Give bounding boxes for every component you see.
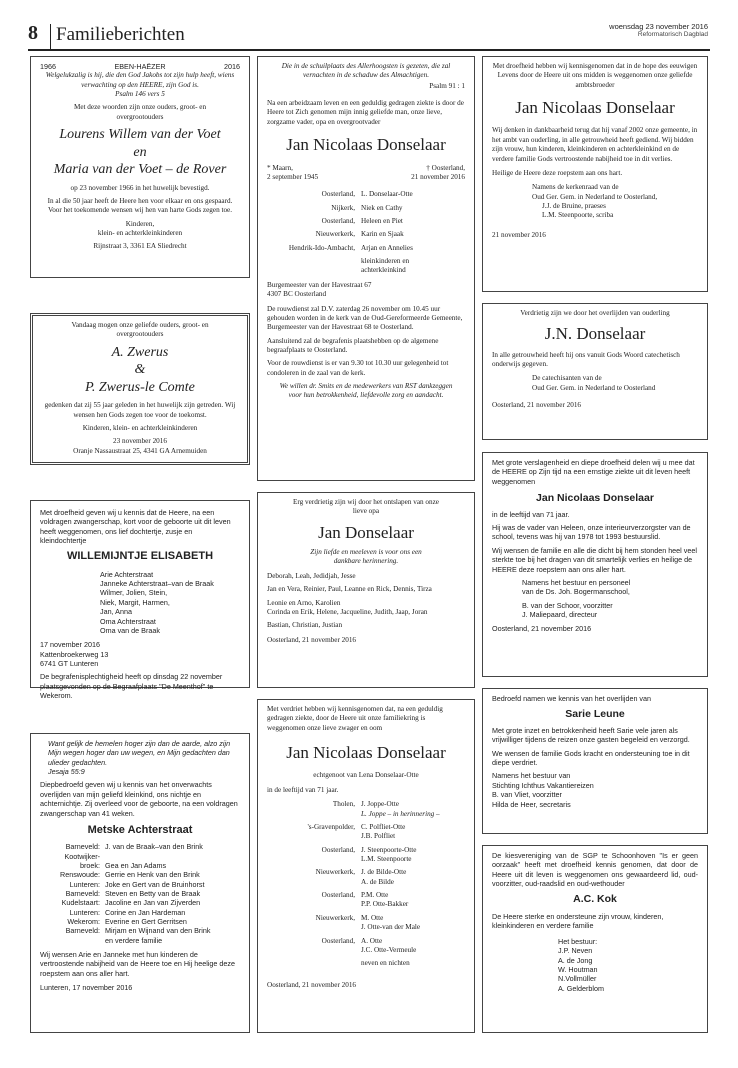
names: M. Otte xyxy=(361,913,384,922)
header-date: woensdag 23 november 2016 xyxy=(609,22,708,31)
sign-block xyxy=(492,771,698,808)
family-row xyxy=(40,917,240,926)
text-2: We wensen de familie Gods kracht en ondersteuning toe in dit diepe verdriet. xyxy=(492,748,690,768)
sign-line: Het bestuur: xyxy=(558,936,598,946)
family-line: Oma van de Braak xyxy=(100,625,160,635)
names: P.M. Otte xyxy=(361,891,389,900)
name-wife: P. Zwerus-le Comte xyxy=(85,379,195,395)
date: 21 november 2016 xyxy=(492,230,546,239)
names: Arjan en Annelies xyxy=(361,243,413,252)
sign-block xyxy=(492,937,698,993)
family-row xyxy=(267,878,465,887)
ad-head-row xyxy=(40,62,240,71)
age-text: in de leeftijd van 71 jaar. xyxy=(267,785,339,794)
verse-ref: Psalm 146 vers 5 xyxy=(115,90,165,99)
deceased-name: J.N. Donselaar xyxy=(544,324,646,344)
family-row xyxy=(40,908,240,917)
names: L. Joppe – in herinnering – xyxy=(361,809,440,818)
sign-line: W. Houtman xyxy=(558,964,598,974)
intro: Met deze woorden zijn onze ouders, groot- en overgrootouders xyxy=(73,103,207,121)
page-number: 8 xyxy=(28,22,38,44)
family-row xyxy=(267,959,465,968)
family-row xyxy=(40,842,240,851)
family-row xyxy=(40,926,240,935)
family-row xyxy=(267,914,465,923)
family-row xyxy=(267,244,465,253)
ad-death-donselaar-inlaws xyxy=(257,699,475,1033)
text-2: Wij wensen de familie en alle die dicht bij hem stonden heel veel sterkte toe bij het dragen van dit smartelijk verlies en heilige de HEERE deze roepstem aan ons aller hart. xyxy=(492,545,697,574)
names: Gerrie en Henk van den Brink xyxy=(105,870,200,880)
names: J. de Bilde-Otte xyxy=(361,868,407,877)
ad-anniversary-zwerus xyxy=(30,313,250,465)
names: J. van de Braak–van den Brink xyxy=(105,842,203,852)
intro: Erg verdrietig zijn wij door het ontslapen van onze lieve opa xyxy=(293,498,439,516)
ad-death-ac-kok xyxy=(482,845,708,1033)
died: † Oosterland, xyxy=(426,163,465,172)
ad-death-donselaar-school xyxy=(482,452,708,677)
place xyxy=(267,855,361,864)
verse-ref: Psalm 91 : 1 xyxy=(429,81,465,90)
names: P.P. Otte-Bakker xyxy=(361,900,409,909)
place: Lunteren: xyxy=(69,907,100,917)
place: Oosterland, xyxy=(321,216,355,225)
family-row xyxy=(267,855,465,864)
family-line: Janneke Achterstraat–van de Braak xyxy=(100,579,214,589)
sign: Kinderen, klein- en achterkleinkinderen xyxy=(82,423,198,432)
name-husband: Lourens Willem van der Voet xyxy=(59,127,221,143)
sign-line: A. Gelderblom xyxy=(558,983,604,993)
header-paper: Reformatorisch Dagblad xyxy=(637,31,708,38)
ad-death-jn-donselaar-catechism xyxy=(482,303,708,440)
place xyxy=(267,923,361,932)
sign-line-2: klein- en achterkleinkinderen xyxy=(97,229,183,238)
verse: Die in de schuilplaats des Allerhoogsten is gezeten, die zal vernachten in de schaduw des Almachtigen. xyxy=(281,62,451,80)
date: Lunteren, 17 november 2016 xyxy=(40,983,133,993)
names-line: Jan en Vera, Reinier, Paul, Leanne en Rick, Dennis, Tirza xyxy=(267,585,432,594)
names: Everine en Gert Gerritsen xyxy=(105,917,187,927)
place: Hendrik-Ido-Ambacht, xyxy=(288,243,355,252)
sign-line: B. van Vliet, voorzitter xyxy=(492,790,562,800)
place xyxy=(267,900,361,909)
address-line-2: 4307 BC Oosterland xyxy=(267,290,327,299)
family-row xyxy=(267,946,465,955)
intro: Met droefheid hebben wij kennisgenomen dat in de hope des eeuwigen Levens door de Heere uit ons midden is weggenomen onze geliefde ambtsbroeder xyxy=(492,62,698,89)
names: Steven en Betty van de Braak xyxy=(105,888,201,898)
life-dates-row xyxy=(267,164,465,173)
child-name: WILLEMIJNTJE ELISABETH xyxy=(66,550,214,563)
family-row xyxy=(40,870,240,879)
family-row xyxy=(267,257,465,276)
street: Kattenbroekerweg 13 xyxy=(40,649,109,659)
intro: Na een arbeidzaam leven en een geduldig gedragen ziekte is door de Heere tot Zich genomen mijn innig geliefde man, onze lieve, zorgzame vader, opa en overgrootvader xyxy=(267,99,464,126)
family-row xyxy=(267,810,465,819)
family-line: Niek, Margit, Harmen, xyxy=(100,597,170,607)
and-text: en xyxy=(133,144,147,160)
family-row xyxy=(40,898,240,907)
child-name: Metske Achterstraat xyxy=(87,823,193,836)
place xyxy=(267,810,361,819)
names: kleinkinderen en achterkleinkind xyxy=(361,257,410,275)
header-divider xyxy=(50,24,51,50)
place: Oosterland, xyxy=(321,891,355,900)
text: Wij denken in dankbaarheid terug dat hij vanaf 2002 onze gemeente, in het ambt van ouderling, in alle getrouwheid heeft gediend. Wij bidden zijn vrouw, hun kinderen, kleinkinderen en achterkleinkind en de verdere familie Gods vertroostende nabijheid toe in dit verlies. xyxy=(492,126,698,163)
family-line: Arie Achterstraat xyxy=(100,569,154,579)
married-text: op 23 november 1966 in het huwelijk bevestigd. xyxy=(70,183,210,192)
names: J.B. Polfliet xyxy=(361,832,396,841)
names: Joke en Gert van de Bruinhorst xyxy=(105,879,205,889)
sign-line: Hilda de Heer, secretaris xyxy=(492,799,571,809)
sign-line: Namens het bestuur en personeel xyxy=(522,577,631,587)
place: Oosterland, xyxy=(321,190,355,199)
intro: Vandaag mogen onze geliefde ouders, groot- en overgrootouders xyxy=(71,321,209,339)
family-row xyxy=(40,861,240,870)
sign-line: J.P. Neven xyxy=(558,946,593,956)
intro: Met grote verslagenheid en diepe droefheid delen wij u mee dat de HEERE op Zijn tijd na een ernstige ziekte uit dit leven heeft weggenomen xyxy=(492,458,695,486)
closing: Wij wensen Arie en Janneke met hun kinderen de vertroostende nabijheid van de Heere toe en Hij heelige deze roepstem aan ons aller hart. xyxy=(40,950,235,978)
names-line: Corinda en Erik, Helene, Jacqueline, Judith, Jaap, Joran xyxy=(267,607,428,616)
place: Nieuwerkerk, xyxy=(315,913,355,922)
ad-anniversary-van-der-voet xyxy=(30,56,250,278)
names: J.C. Otte-Vermeule xyxy=(361,945,417,954)
sign-line: A. de Jong xyxy=(558,955,593,965)
place xyxy=(267,946,361,955)
verse: Want gelijk de hemelen hoger zijn dan de aarde, alzo zijn Mijn wegen hoger dan uw wegen, en Mijn gedachten dan ulieder gedachten. xyxy=(48,739,231,767)
names: en verdere familie xyxy=(105,935,163,945)
ad-death-willemijntje xyxy=(30,500,250,701)
names: Jacoline en Jan van Zijverden xyxy=(105,898,201,908)
sign-line: L.M. Steenpoorte, scriba xyxy=(542,211,614,220)
names-line: Leonie en Arno, Karolien xyxy=(267,598,341,607)
name-wife: Maria van der Voet – de Rover xyxy=(53,162,227,178)
names: C. Polfliet-Otte xyxy=(361,822,406,831)
family-list xyxy=(40,842,240,945)
family-row xyxy=(40,880,240,889)
text-1: Hij was de vader van Heleen, onze interieurverzorgster van de school, tevens was hij van 1978 tot 1993 bestuurslid. xyxy=(492,523,691,542)
family-row xyxy=(267,832,465,841)
ad-death-donselaar-church xyxy=(482,56,708,292)
sign-line-2: Oud Ger. Gem. in Nederland te Oosterland xyxy=(532,383,656,392)
names: neven en nichten xyxy=(361,959,410,968)
age-text: in de leeftijd van 71 jaar. xyxy=(492,509,570,519)
service-text: De rouwdienst zal D.V. zaterdag 26 november om 10.45 uur gehouden worden in de kerk van de Oud-Gereformeerde Gemeente, Burgemeester van der Havestraat 68 te Oosterland. xyxy=(267,304,463,332)
thanks-text: We willen dr. Smits en de medewerkers van RST dankzeggen voor hun betrokkenheid, liefdevolle zorg en aandacht. xyxy=(279,382,453,400)
place: Kootwijker- xyxy=(64,851,100,861)
thanks-text: In al die 50 jaar heeft de Heere hen voor elkaar en ons gespaard. Voor het toekomende wensen wij hen van harte Gods zegen toe. xyxy=(47,197,233,215)
address-line-1: Burgemeester van der Havestraat 67 xyxy=(267,280,372,289)
place: Nieuwerkerk, xyxy=(315,868,355,877)
names-line: Bastian, Christian, Justian xyxy=(267,621,343,630)
place: Kudelstaart: xyxy=(61,898,100,908)
sign-block xyxy=(492,183,698,220)
sign-line-1: De catechisanten van de xyxy=(532,374,602,383)
header-rule xyxy=(28,49,710,51)
names: Gea en Jan Adams xyxy=(105,860,167,870)
date: Oosterland, 21 november 2016 xyxy=(492,401,582,410)
names: Corine en Jan Hardeman xyxy=(105,907,186,917)
sign-line: van de Ds. Joh. Bogermanschool, xyxy=(522,587,630,597)
family-row xyxy=(40,852,240,861)
intro: Diepbedroefd geven wij u kennis van het onverwachts overlijden van mijn geliefd kleinkind, ons nichtje en achternichtje. Zij overleed voor de geboorte, na een voldragen zwangerschap van 41 weken. xyxy=(40,780,238,818)
date: Oosterland, 21 november 2016 xyxy=(267,980,357,989)
family-row xyxy=(267,937,465,946)
intro: Verdrietig zijn we door het overlijden van ouderling xyxy=(520,309,670,317)
deceased-name: Jan Nicolaas Donselaar xyxy=(536,492,654,505)
date: 17 november 2016 xyxy=(40,640,100,650)
subtext: Zijn liefde en meeleven is voor ons een dankbare herinnering. xyxy=(310,548,422,566)
text: In alle getrouwheid heeft hij ons vanuit Gods Woord catechetisch onderwijs gegeven. xyxy=(492,350,680,369)
place xyxy=(267,878,361,887)
place: Oosterland, xyxy=(321,936,355,945)
family-row xyxy=(267,846,465,855)
intro: De kiesvereniging van de SGP te Schoonhoven "Is er geen oorzaak" heeft met droefheid kennis genomen, dat door de Heere uit dit leven is weggenomen ons gewaardeerd lid, oud-voorzitter, oud-raadslid en oud-wethouder xyxy=(492,851,698,889)
names: Mirjam en Wijnand van den Brink xyxy=(105,926,211,936)
text: De Heere sterke en ondersteune zijn vrouw, kinderen, kleinkinderen en verdere familie xyxy=(492,912,664,931)
deceased-name: Jan Nicolaas Donselaar xyxy=(515,98,675,118)
text: gedenken dat zij 55 jaar geleden in het huwelijk zijn getreden. Wij wensen hen Gods zegen toe voor de toekomst. xyxy=(44,401,236,419)
center-head: EBEN-HAËZER xyxy=(114,62,166,71)
sign-line: Namens het bestuur van xyxy=(492,771,571,781)
wish-text: Heilige de Heere deze roepstem aan ons hart. xyxy=(492,168,623,177)
family-row xyxy=(267,800,465,809)
family-row xyxy=(267,900,465,909)
names: L. Donselaar-Otte xyxy=(361,190,413,199)
deceased-name: Jan Nicolaas Donselaar xyxy=(286,135,446,155)
place: 's-Gravenpolder, xyxy=(307,822,355,831)
name-husband: A. Zwerus xyxy=(111,344,169,360)
sign-line: Stichting Ichthus Vakantiereizen xyxy=(492,780,594,790)
year-left: 1966 xyxy=(40,62,56,71)
spouse-text: echtgenoot van Lena Donselaar-Otte xyxy=(313,771,419,780)
family-row xyxy=(267,868,465,877)
date: 23 november 2016 xyxy=(113,437,167,446)
died-date: 21 november 2016 xyxy=(411,172,465,181)
year-right: 2016 xyxy=(224,62,240,71)
intro: Bedroefd namen we kennis van het overlijden van xyxy=(492,694,652,703)
deceased-name: A.C. Kok xyxy=(573,893,617,906)
names: J. Steenpoorte-Otte xyxy=(361,845,417,854)
family-row xyxy=(267,891,465,900)
family-row xyxy=(267,204,465,213)
sign-block xyxy=(492,578,698,619)
sign-line: Oud Ger. Gem. in Nederland te Oosterland, xyxy=(532,192,658,201)
verse-ref: Jesaja 55:9 xyxy=(48,767,85,777)
visit-text: Voor de rouwdienst is er van 9.30 tot 10.30 uur gelegenheid tot condoleren in de zaal van de kerk. xyxy=(267,359,449,377)
deceased-name: Jan Nicolaas Donselaar xyxy=(286,743,446,763)
family-row xyxy=(267,823,465,832)
place: Tholen, xyxy=(332,800,355,809)
place xyxy=(40,936,105,945)
family-line: Jan, Anna xyxy=(100,607,132,617)
sign-line: N.Vollmüller xyxy=(558,974,597,984)
burial-text: Aansluitend zal de begrafenis plaatshebben op de algemene begraafplaats te Oosterland. xyxy=(267,336,439,354)
names: Niek en Cathy xyxy=(361,203,403,212)
sign-line: J. Maliepaard, directeur xyxy=(522,609,598,619)
intro: Met droefheid geven wij u kennis dat de Heere, na een voldragen zwangerschap, kort voor de geboorte uit dit leven heeft weggenomen, ons lief dochtertje, zusje en kleindochtertje xyxy=(40,508,231,546)
verse: Welgelukzalig is hij, die den God Jakobs tot zijn hulp heeft, wiens verwachting op den HEERE, zijn God is. xyxy=(45,71,235,89)
family-line: Oma Achterstraat xyxy=(100,616,156,626)
address: Rijnstraat 3, 3361 EA Sliedrecht xyxy=(93,242,187,251)
sign-line: Namens de kerkenraad van de xyxy=(532,183,619,192)
sign-line: J.J. de Bruine, praeses xyxy=(542,201,606,210)
life-dates-row-2 xyxy=(267,173,465,182)
text-1: Met grote inzet en betrokkenheid heeft Sarie vele jaren als vrijwilliger tijdens de reizen onze gasten begeleid en verzorgd. xyxy=(492,726,690,745)
family-row xyxy=(40,936,240,945)
names-line: Deborah, Leah, Jedidjah, Jesse xyxy=(267,571,356,580)
ad-death-sarie-leune xyxy=(482,688,708,834)
family-list xyxy=(267,190,465,276)
place: broek: xyxy=(80,860,100,870)
funeral-text: De begrafenisplechtigheid heeft op dinsdag 22 november plaatsgevonden op de Begraafplaats "De Meenthof" te Wekerom. xyxy=(40,672,223,701)
section-title: Familieberichten xyxy=(56,24,185,45)
family-row xyxy=(267,230,465,239)
place: Barneveld: xyxy=(65,842,100,852)
family-row xyxy=(267,190,465,199)
names: A. de Bilde xyxy=(361,877,394,886)
family-row xyxy=(267,217,465,226)
family-list xyxy=(40,570,240,636)
names xyxy=(105,852,240,861)
date: Oosterland, 21 november 2016 xyxy=(267,635,357,644)
names: L.M. Steenpoorte xyxy=(361,854,412,863)
ad-death-metske xyxy=(30,733,250,1033)
place: Barneveld: xyxy=(65,926,100,936)
sign-block xyxy=(492,374,698,393)
deceased-name: Sarie Leune xyxy=(565,708,625,721)
born: * Maarn, xyxy=(267,163,293,172)
date: Oosterland, 21 november 2016 xyxy=(492,624,592,634)
intro: Met verdriet hebben wij kennisgenomen dat, na een geduldig gedragen ziekte, door de Heere uit onze familiekring is weggenomen onze lieve zwager en oom xyxy=(267,705,443,732)
ad-death-donselaar-family xyxy=(257,56,475,481)
address: Oranje Nassaustraat 25, 4341 GA Arnemuiden xyxy=(73,446,207,455)
ad-death-jan-donselaar-grandchildren xyxy=(257,492,475,688)
names: Heleen en Piet xyxy=(361,216,403,225)
deceased-name: Jan Donselaar xyxy=(318,522,414,542)
family-list xyxy=(267,800,465,968)
sign-line: B. van der Schoor, voorzitter xyxy=(522,600,613,610)
names: Karin en Sjaak xyxy=(361,230,404,239)
family-line: Wilmer, Jolien, Stein, xyxy=(100,588,168,598)
place xyxy=(267,257,361,276)
family-row xyxy=(267,923,465,932)
place xyxy=(267,832,361,841)
family-row xyxy=(40,889,240,898)
names: J. Joppe-Otte xyxy=(361,800,399,809)
place: Nijkerk, xyxy=(331,203,355,212)
place: Renswoude: xyxy=(60,870,100,880)
amp-text: & xyxy=(134,362,146,378)
place: Wekerom: xyxy=(67,917,100,927)
names: A. Otte xyxy=(361,936,383,945)
names: J. Otte-van der Male xyxy=(361,923,421,932)
place: Nieuwerkerk, xyxy=(315,230,355,239)
place: Barneveld: xyxy=(65,888,100,898)
place: Lunteren: xyxy=(69,879,100,889)
sign-line-1: Kinderen, xyxy=(125,219,155,228)
place: Oosterland, xyxy=(321,845,355,854)
city: 6741 GT Lunteren xyxy=(40,658,99,668)
place xyxy=(267,959,361,968)
born-date: 2 september 1945 xyxy=(267,172,319,181)
